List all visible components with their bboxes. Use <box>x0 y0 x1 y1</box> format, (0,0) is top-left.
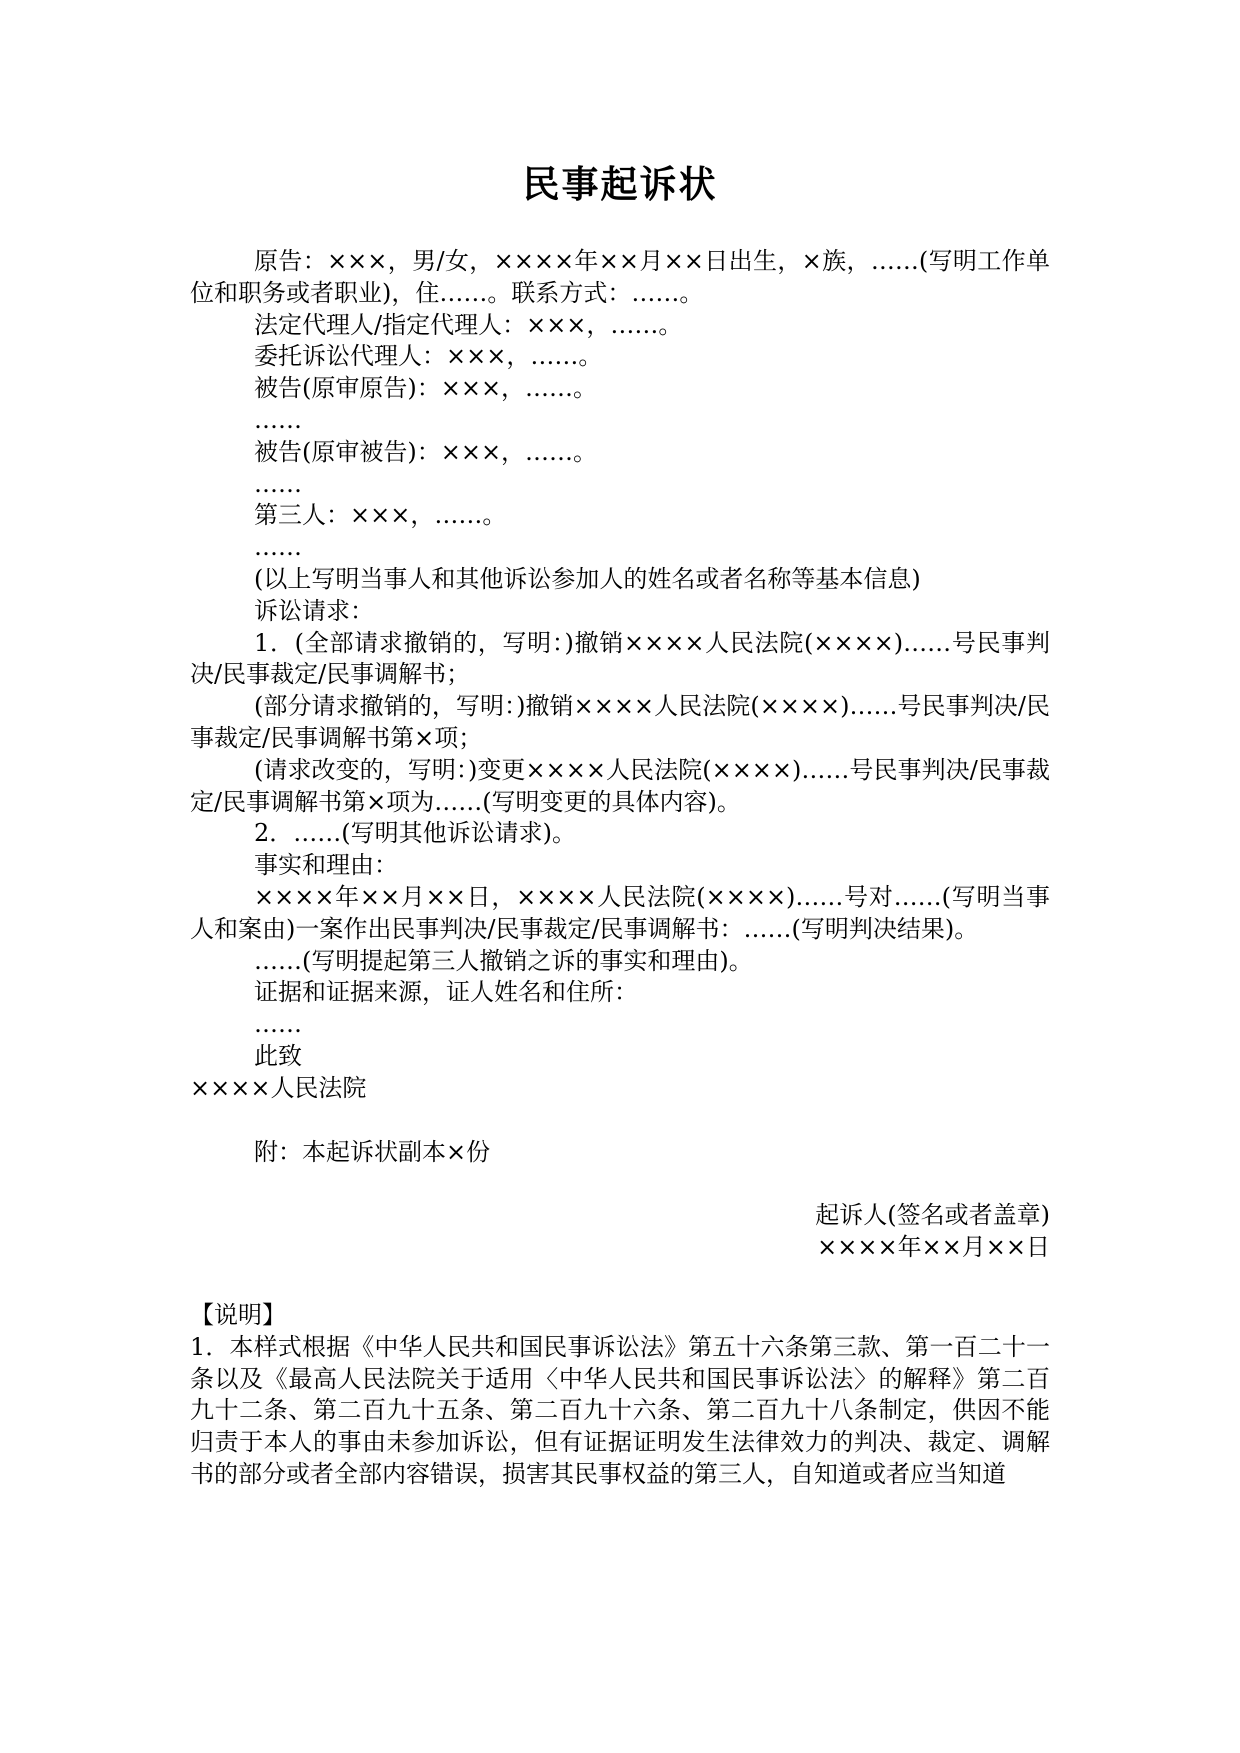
party-plaintiff: 原告：×××，男/女，××××年××月××日出生，×族，……(写明工作单位和职务或者职业)，住……。联系方式：……。 <box>190 247 1050 307</box>
claims-heading: 诉讼请求： <box>254 596 374 625</box>
court-name: ××××人民法院 <box>190 1073 367 1102</box>
document-title: 民事起诉状 <box>522 162 718 206</box>
evidence-ellipsis: …… <box>254 1010 302 1039</box>
claim-item: 1．(全部请求撤销的，写明：)撤销××××人民法院(××××)……号民事判决/民事裁定/民事调解书； <box>190 628 1050 689</box>
notes-heading: 【说明】 <box>190 1300 286 1329</box>
party-ellipsis: …… <box>254 533 302 562</box>
date-line: ××××年××月××日 <box>817 1233 1050 1262</box>
document-body <box>190 246 1050 1491</box>
evidence-heading: 证据和证据来源，证人姓名和住所： <box>254 978 638 1007</box>
spacer <box>190 1264 1050 1300</box>
claim-item: (部分请求撤销的，写明：)撤销××××人民法院(××××)……号民事判决/民事裁定/民事调解书第×项； <box>190 692 1050 752</box>
attachment-line: 附：本起诉状副本×份 <box>254 1137 491 1166</box>
closing-salutation: 此致 <box>254 1041 302 1070</box>
facts-paragraph: ××××年××月××日，××××人民法院(××××)……号对……(写明当事人和案由)一案作出民事判决/民事裁定/民事调解书：……(写明判决结果)。 <box>190 882 1050 943</box>
claim-item: 2．……(写明其他诉讼请求)。 <box>254 819 576 848</box>
spacer <box>190 1168 1050 1200</box>
notes-paragraph: 1．本样式根据《中华人民共和国民事诉讼法》第五十六条第三款、第一百二十一条以及《最高人民法院关于适用〈中华人民共和国民事诉讼法〉的解释》第二百九十二条、第二百九十五条、第二百九十六条、第二百九十八条制定，供因不能归责于本人的事由未参加诉讼，但有证据证明发生法律效力的判决、裁定、调解书的部分或者全部内容错误，损害其民事权益的第三人，自知道或者应当知道 <box>190 1332 1050 1488</box>
spacer <box>190 1105 1050 1137</box>
party-defendant-original-defendant: 被告(原审被告)：×××，……。 <box>254 437 598 466</box>
party-defendant-original-plaintiff: 被告(原审原告)：×××，……。 <box>254 374 598 403</box>
facts-paragraph: ……(写明提起第三人撤销之诉的事实和理由)。 <box>254 946 753 975</box>
party-third-party: 第三人：×××，……。 <box>254 501 507 530</box>
party-entrusted-agent: 委托诉讼代理人：×××，……。 <box>254 342 603 371</box>
parties-note: (以上写明当事人和其他诉讼参加人的姓名或者名称等基本信息) <box>254 564 921 593</box>
claim-item: (请求改变的，写明：)变更××××人民法院(××××)……号民事判决/民事裁定/民事调解书第×项为……(写明变更的具体内容)。 <box>190 755 1050 816</box>
party-ellipsis: …… <box>254 405 302 434</box>
party-ellipsis: …… <box>254 469 302 498</box>
facts-heading: 事实和理由： <box>254 851 398 880</box>
signer-line: 起诉人(签名或者盖章) <box>815 1201 1050 1230</box>
party-legal-agent: 法定代理人/指定代理人：×××，……。 <box>254 310 683 339</box>
